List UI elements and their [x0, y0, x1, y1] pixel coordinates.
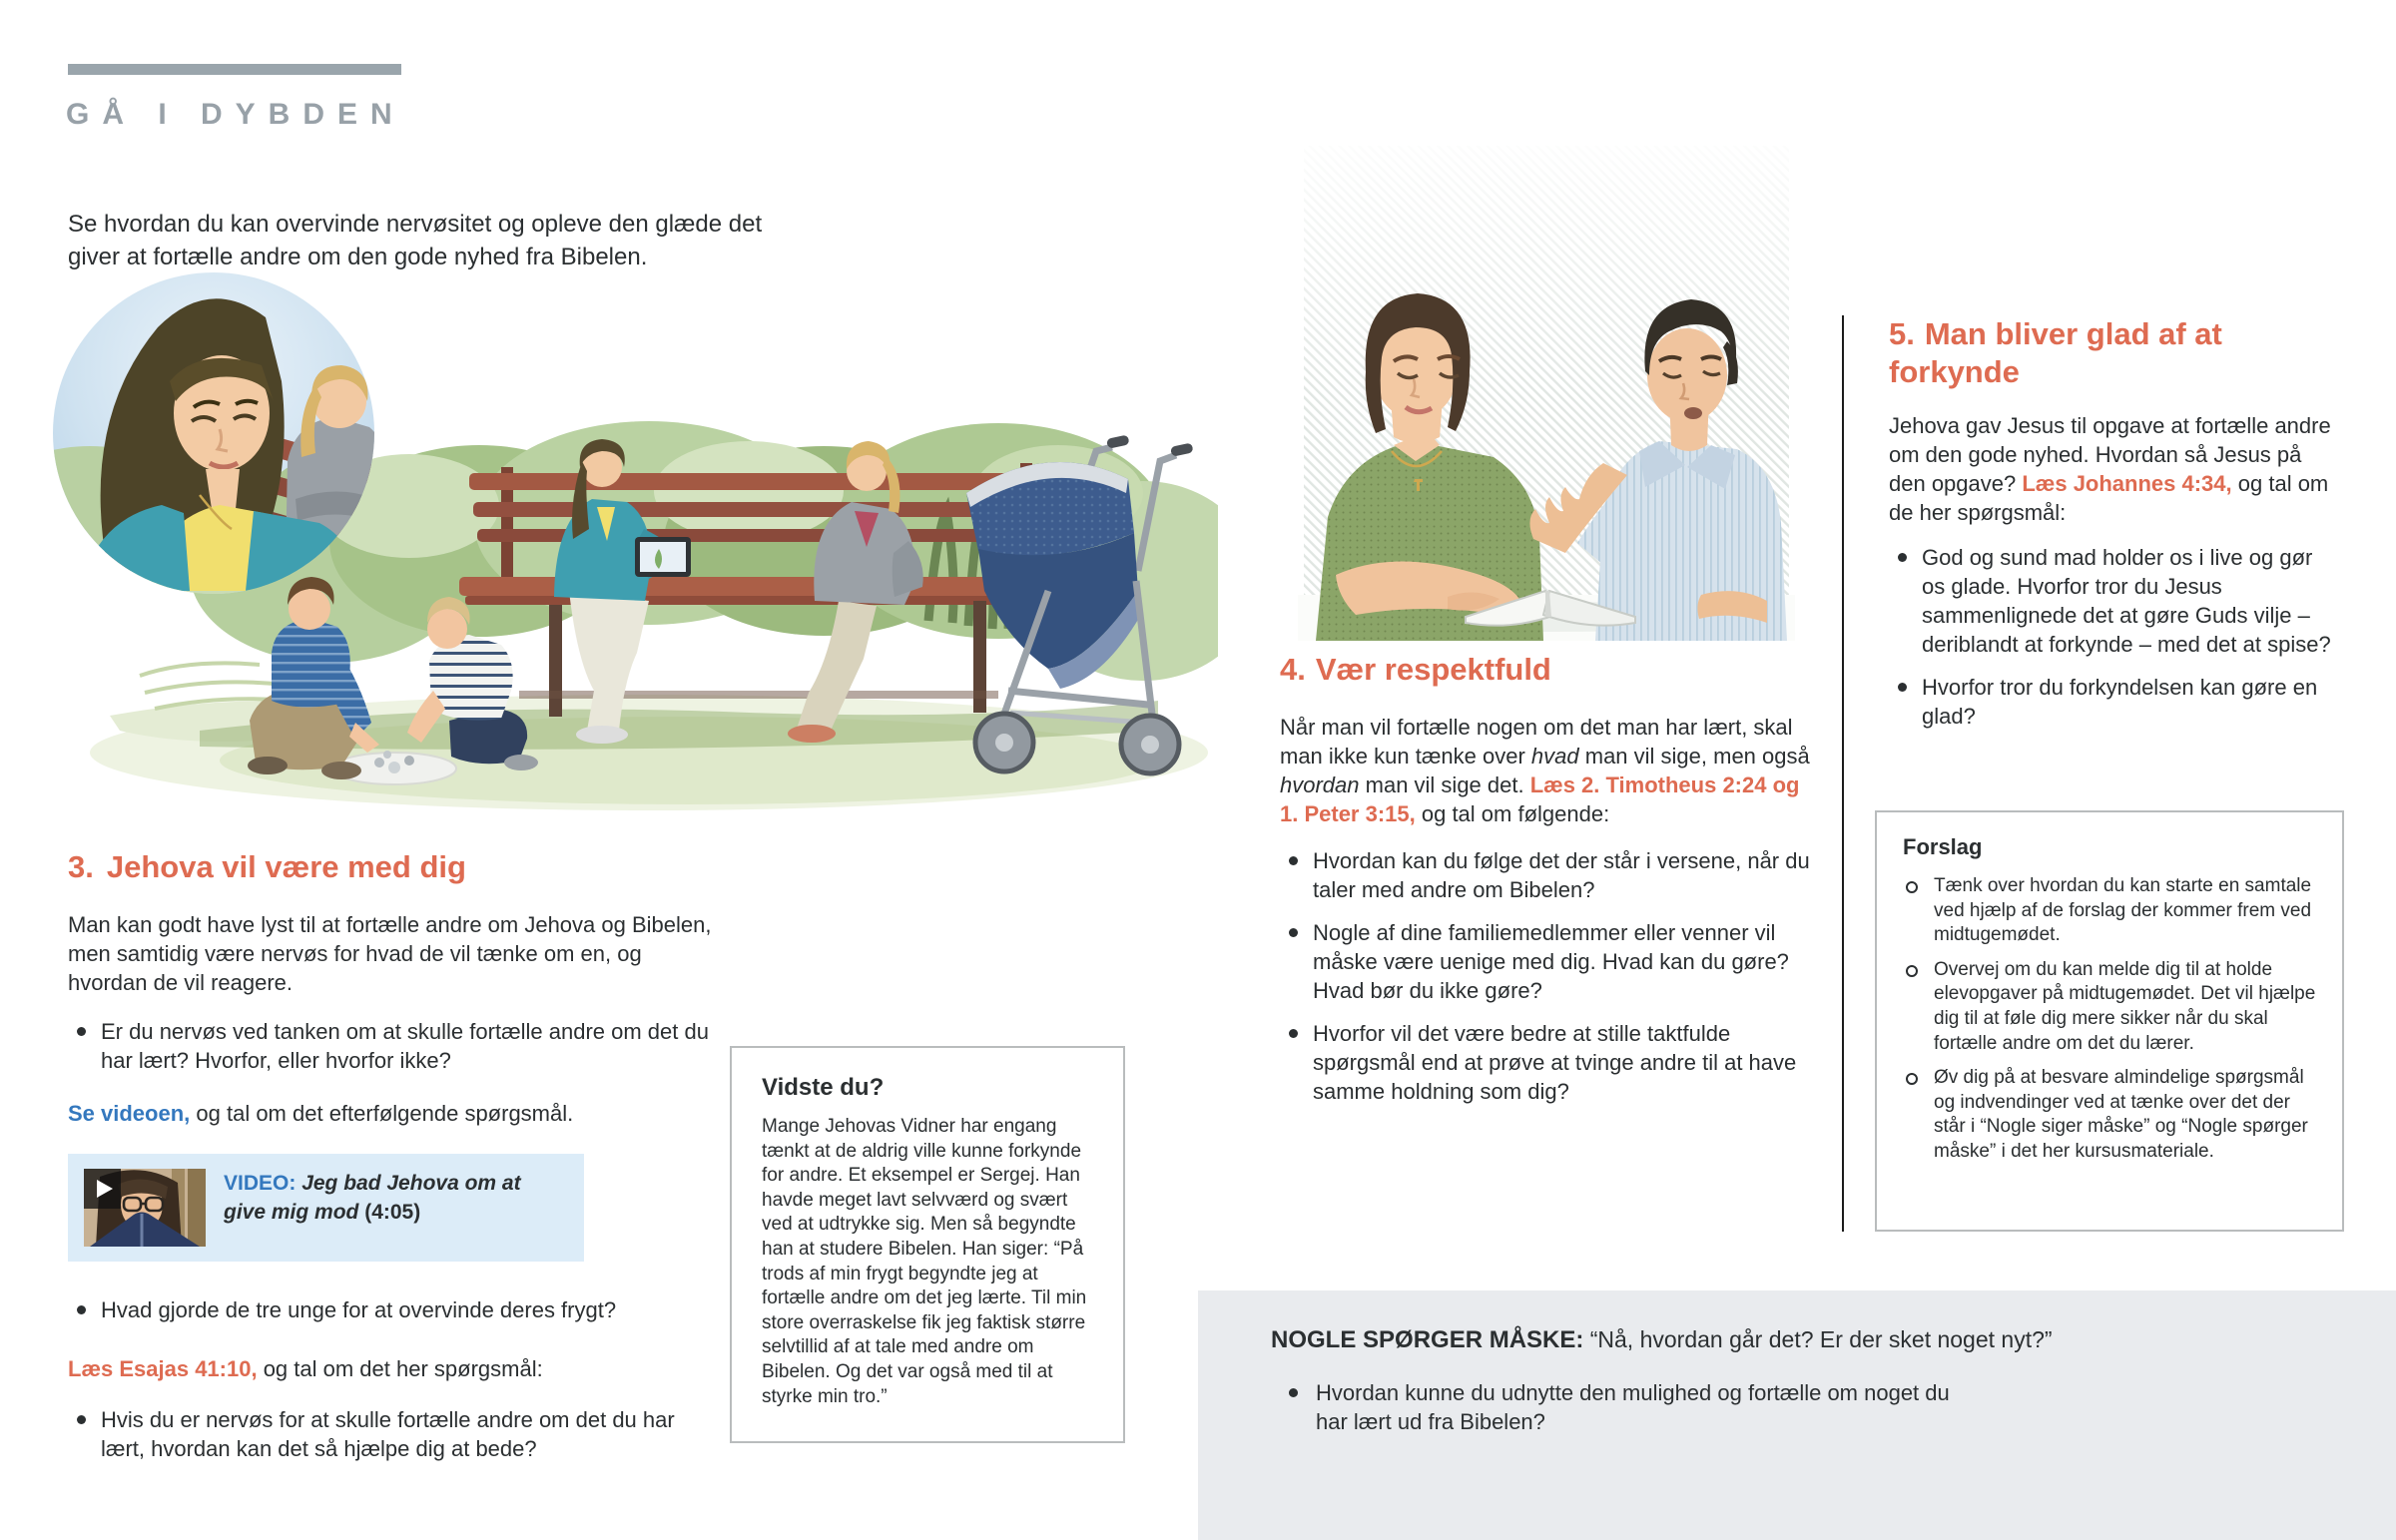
section-3-heading: 3. Jehova vil være med dig [68, 849, 466, 884]
video-duration: (4:05) [364, 1201, 421, 1224]
suggestions-title: Forslag [1903, 834, 1983, 859]
section-5-question-list [1889, 543, 2340, 731]
did-you-know-title: Vidste du? [762, 1074, 885, 1101]
section-4-body: Når man vil fortælle nogen om det man har lært, skal man ikke kun tænke over hvad man vil sige, men også hvordan man vil sige det. Læs 2. Timotheus 2:24 og 1. Peter 3:15, og tal om følgende: [1280, 715, 1810, 826]
list-item: Hvorfor vil det være bedre at stille taktfulde spørgsmål end at prøve at tvinge andre til at have samme holdning som dig? [1280, 1019, 1819, 1106]
suggestions-list [1903, 874, 2318, 1165]
someone-may-ask-content [1198, 1290, 2396, 1436]
kicker-title: GÅ I DYBDEN [66, 98, 405, 131]
conversation-scene-svg [1298, 146, 1795, 641]
video-panel[interactable] [68, 1154, 584, 1262]
column-divider [1842, 315, 1844, 1232]
someone-may-ask-question: Hvordan kunne du udnytte den mulighed og fortælle om noget du har lært ud fra Bibelen? [1283, 1378, 1975, 1436]
section-3-question-list [68, 1017, 715, 1075]
did-you-know-body: Mange Jehovas Vidner har engang tænkt at de aldrig ville kunne forkynde for andre. Et eksempel er Sergej. Han havde meget lavt selvværd og svært ved at udtrykke sig. Men så begyndte han at studere Bibelen. Han siger: “På trods af min frygt begyndte jeg at fortælle andre om det jeg lærte. Til min store overraskelse fik jeg faktisk større selvtillid af at tale med andre om Bibelen. Og det var også med til at styrke min tro.” [762, 1116, 1087, 1407]
park-illustration [50, 261, 1218, 820]
emphasis-hvad: hvad [1530, 744, 1579, 769]
section-3-video-question [68, 1295, 715, 1324]
list-item: Hvad gjorde de tre unge for at overvinde deres frygt? [68, 1295, 715, 1324]
list-item: Tænk over hvordan du kan starte en samtale ved hjælp af de forslag der kommer frem ved midtugemødet. [1903, 874, 2318, 948]
park-scene-svg [50, 261, 1218, 820]
section-3-number: 3. [68, 849, 94, 884]
section-5-number: 5. [1889, 316, 1915, 351]
section-3-body: Man kan godt have lyst til at fortælle andre om Jehova og Bibelen, men samtidig være nervøs for hvad de vil tænke om en, og hvordan de vil reagere. [68, 912, 712, 995]
man-talking-mouth [1684, 407, 1702, 419]
list-item: Nogle af dine familiemedlemmer eller venner vil måske være uenige med dig. Hvad kan du gøre? Hvad bør du ikke gøre? [1280, 918, 1819, 1005]
section-5-heading: 5. Man bliver glad af at forkynde [1889, 316, 2222, 389]
kicker-rule [68, 64, 401, 75]
list-item: Overvej om du kan melde dig til at holde elevopgaver på midtugemødet. Det vil hjælpe dig til at føle dig mere sikker når du skal fortælle andre om det du lærer. [1903, 958, 2318, 1056]
list-item: Er du nervøs ved tanken om at skulle fortælle andre om det du har lært? Hvorfor, eller hvorfor ikke? [68, 1017, 715, 1075]
video-label: VIDEO: [224, 1172, 297, 1195]
video-thumbnail-image [84, 1169, 206, 1247]
video-thumbnail[interactable] [84, 1169, 206, 1247]
scripture-link-esajas[interactable]: Læs Esajas 41:10, [68, 1356, 258, 1381]
list-item: Hvordan kan du følge det der står i versene, når du taler med andre om Bibelen? [1280, 846, 1819, 904]
section-4-question-list [1280, 846, 1819, 1106]
list-item: Øv dig på at besvare almindelige spørgsmål og indvendinger ved at tænke over det der står i “Nogle siger måske” og “Nogle spørger måske” i det her kursusmateriale. [1903, 1066, 2318, 1164]
suggestions-box [1875, 810, 2344, 1232]
intro-text: Se hvordan du kan overvinde nervøsitet og opleve den glæde det giver at fortælle andre om den gode nyhed fra Bibelen. [68, 211, 763, 270]
section-3-scripture-question [68, 1405, 715, 1463]
section-4 [1280, 651, 1819, 1120]
scripture-link-johannes[interactable]: Læs Johannes 4:34, [2022, 471, 2232, 496]
scripture-link-timotheus-peter[interactable]: Læs 2. Timotheus 2:24 og 1. Peter 3:15, [1280, 772, 1800, 826]
watch-video-link[interactable]: Se videoen, [68, 1101, 191, 1126]
list-item: God og sund mad holder os i live og gør os glade. Hvorfor tror du Jesus sammenlignede det at gøre Guds vilje – deriblandt at forkynde – med det at spise? [1889, 543, 2340, 659]
section-4-number: 4. [1280, 652, 1306, 687]
section-5-body: Jehova gav Jesus til opgave at fortælle andre om den gode nyhed. Hvordan så Jesus på den opgave? Læs Johannes 4:34, og tal om de her spørgsmål: [1889, 413, 2331, 525]
video-title: Jeg bad Jehova om at give mig mod [224, 1172, 521, 1224]
video-caption [224, 1169, 568, 1247]
list-item: Hvorfor tror du forkyndelsen kan gøre en glad? [1889, 673, 2340, 731]
video-lead: Se videoen, og tal om det efterfølgende spørgsmål. [68, 1101, 574, 1126]
did-you-know-box [730, 1046, 1125, 1443]
section-4-heading: 4. Vær respektfuld [1280, 652, 1551, 687]
someone-may-ask-quote: “Nå, hvordan går det? Er der sket noget nyt?” [1583, 1326, 2053, 1352]
section-3 [68, 848, 715, 1477]
someone-may-ask-label: NOGLE SPØRGER MÅSKE: [1271, 1326, 1584, 1353]
section-5 [1889, 315, 2340, 745]
conversation-illustration [1298, 146, 1795, 641]
list-item: Hvis du er nervøs for at skulle fortælle andre om det du har lært, hvordan kan det så hjælpe dig at bede? [68, 1405, 715, 1463]
someone-may-ask-line [1271, 1326, 2336, 1354]
someone-may-ask-box [1198, 1290, 2396, 1540]
read-lead: Læs Esajas 41:10, og tal om det her spørgsmål: [68, 1356, 543, 1381]
emphasis-hvordan: hvordan [1280, 772, 1360, 797]
